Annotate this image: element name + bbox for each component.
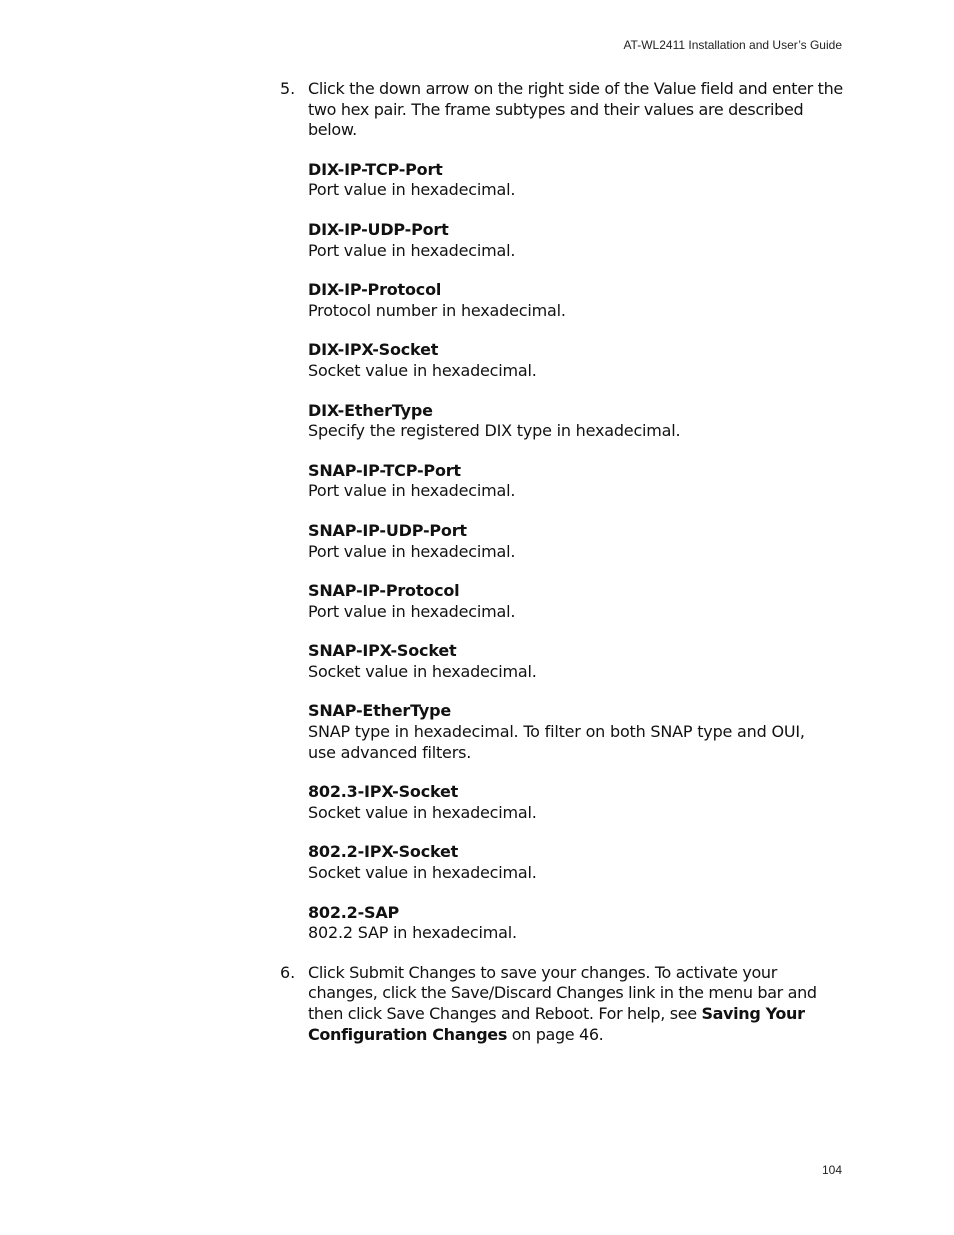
definition-term: DIX-EtherType [308, 400, 433, 420]
page-number: 104 [821, 1163, 842, 1177]
step-number: 5. [280, 79, 296, 98]
page-content [280, 79, 846, 1045]
definition-description: Socket value in hexadecimal. [308, 802, 537, 822]
definition-description: Specify the registered DIX type in hexadecimal. [308, 421, 681, 441]
definition-description: Socket value in hexadecimal. [308, 863, 537, 883]
definition-description: SNAP type in hexadecimal. To filter on both SNAP type and OUI, use advanced filters. [308, 722, 805, 762]
definition-item [308, 340, 846, 381]
definition-item [308, 641, 846, 682]
definition-description: Port value in hexadecimal. [308, 601, 516, 621]
definition-item [308, 581, 846, 622]
step-text: Click the down arrow on the right side of the Value field and enter the two hex pair. The frame subtypes and their values are described below. [308, 79, 843, 140]
definition-description: Port value in hexadecimal. [308, 481, 516, 501]
definition-term: SNAP-EtherType [308, 701, 452, 721]
definition-item [308, 401, 846, 442]
definition-description: Socket value in hexadecimal. [308, 661, 537, 681]
definition-term: DIX-IP-UDP-Port [308, 219, 449, 239]
definition-item [308, 220, 846, 261]
definition-term: DIX-IP-Protocol [308, 280, 442, 300]
definition-term: DIX-IPX-Socket [308, 340, 439, 360]
definition-item [308, 782, 846, 823]
step-text-after: on page 46. [507, 1024, 604, 1044]
definition-description: Socket value in hexadecimal. [308, 360, 537, 380]
definition-description: Protocol number in hexadecimal. [308, 300, 566, 320]
definition-item [308, 160, 846, 201]
definition-term: 802.2-SAP [308, 902, 400, 922]
cross-reference-link[interactable]: Saving Your Configuration Changes [308, 1004, 805, 1044]
definition-item [308, 842, 846, 883]
definition-term: 802.3-IPX-Socket [308, 782, 459, 802]
definition-description: Port value in hexadecimal. [308, 180, 516, 200]
step-text [308, 963, 846, 1045]
step-6 [280, 963, 846, 1045]
step-5 [280, 79, 846, 944]
definition-term: DIX-IP-TCP-Port [308, 159, 443, 179]
definition-description: Port value in hexadecimal. [308, 240, 516, 260]
definition-item [308, 701, 846, 763]
step-text-before: Click Submit Changes to save your changes. To activate your changes, click the Save/Discard Changes link in the menu bar and then click Save Changes and Reboot. For help, see [308, 962, 817, 1023]
definition-term: SNAP-IP-Protocol [308, 581, 460, 601]
step-number: 6. [280, 962, 296, 982]
definition-term: SNAP-IPX-Socket [308, 641, 457, 661]
definition-item [308, 521, 846, 562]
definition-description: Port value in hexadecimal. [308, 541, 516, 561]
definition-item [308, 280, 846, 321]
definition-term: SNAP-IP-UDP-Port [308, 520, 467, 540]
running-header: AT-WL2411 Installation and User’s Guide [623, 38, 842, 52]
definition-item [308, 461, 846, 502]
definition-term: 802.2-IPX-Socket [308, 842, 459, 862]
definition-item [308, 903, 846, 944]
definition-description: 802.2 SAP in hexadecimal. [308, 923, 517, 943]
definition-term: SNAP-IP-TCP-Port [308, 460, 461, 480]
